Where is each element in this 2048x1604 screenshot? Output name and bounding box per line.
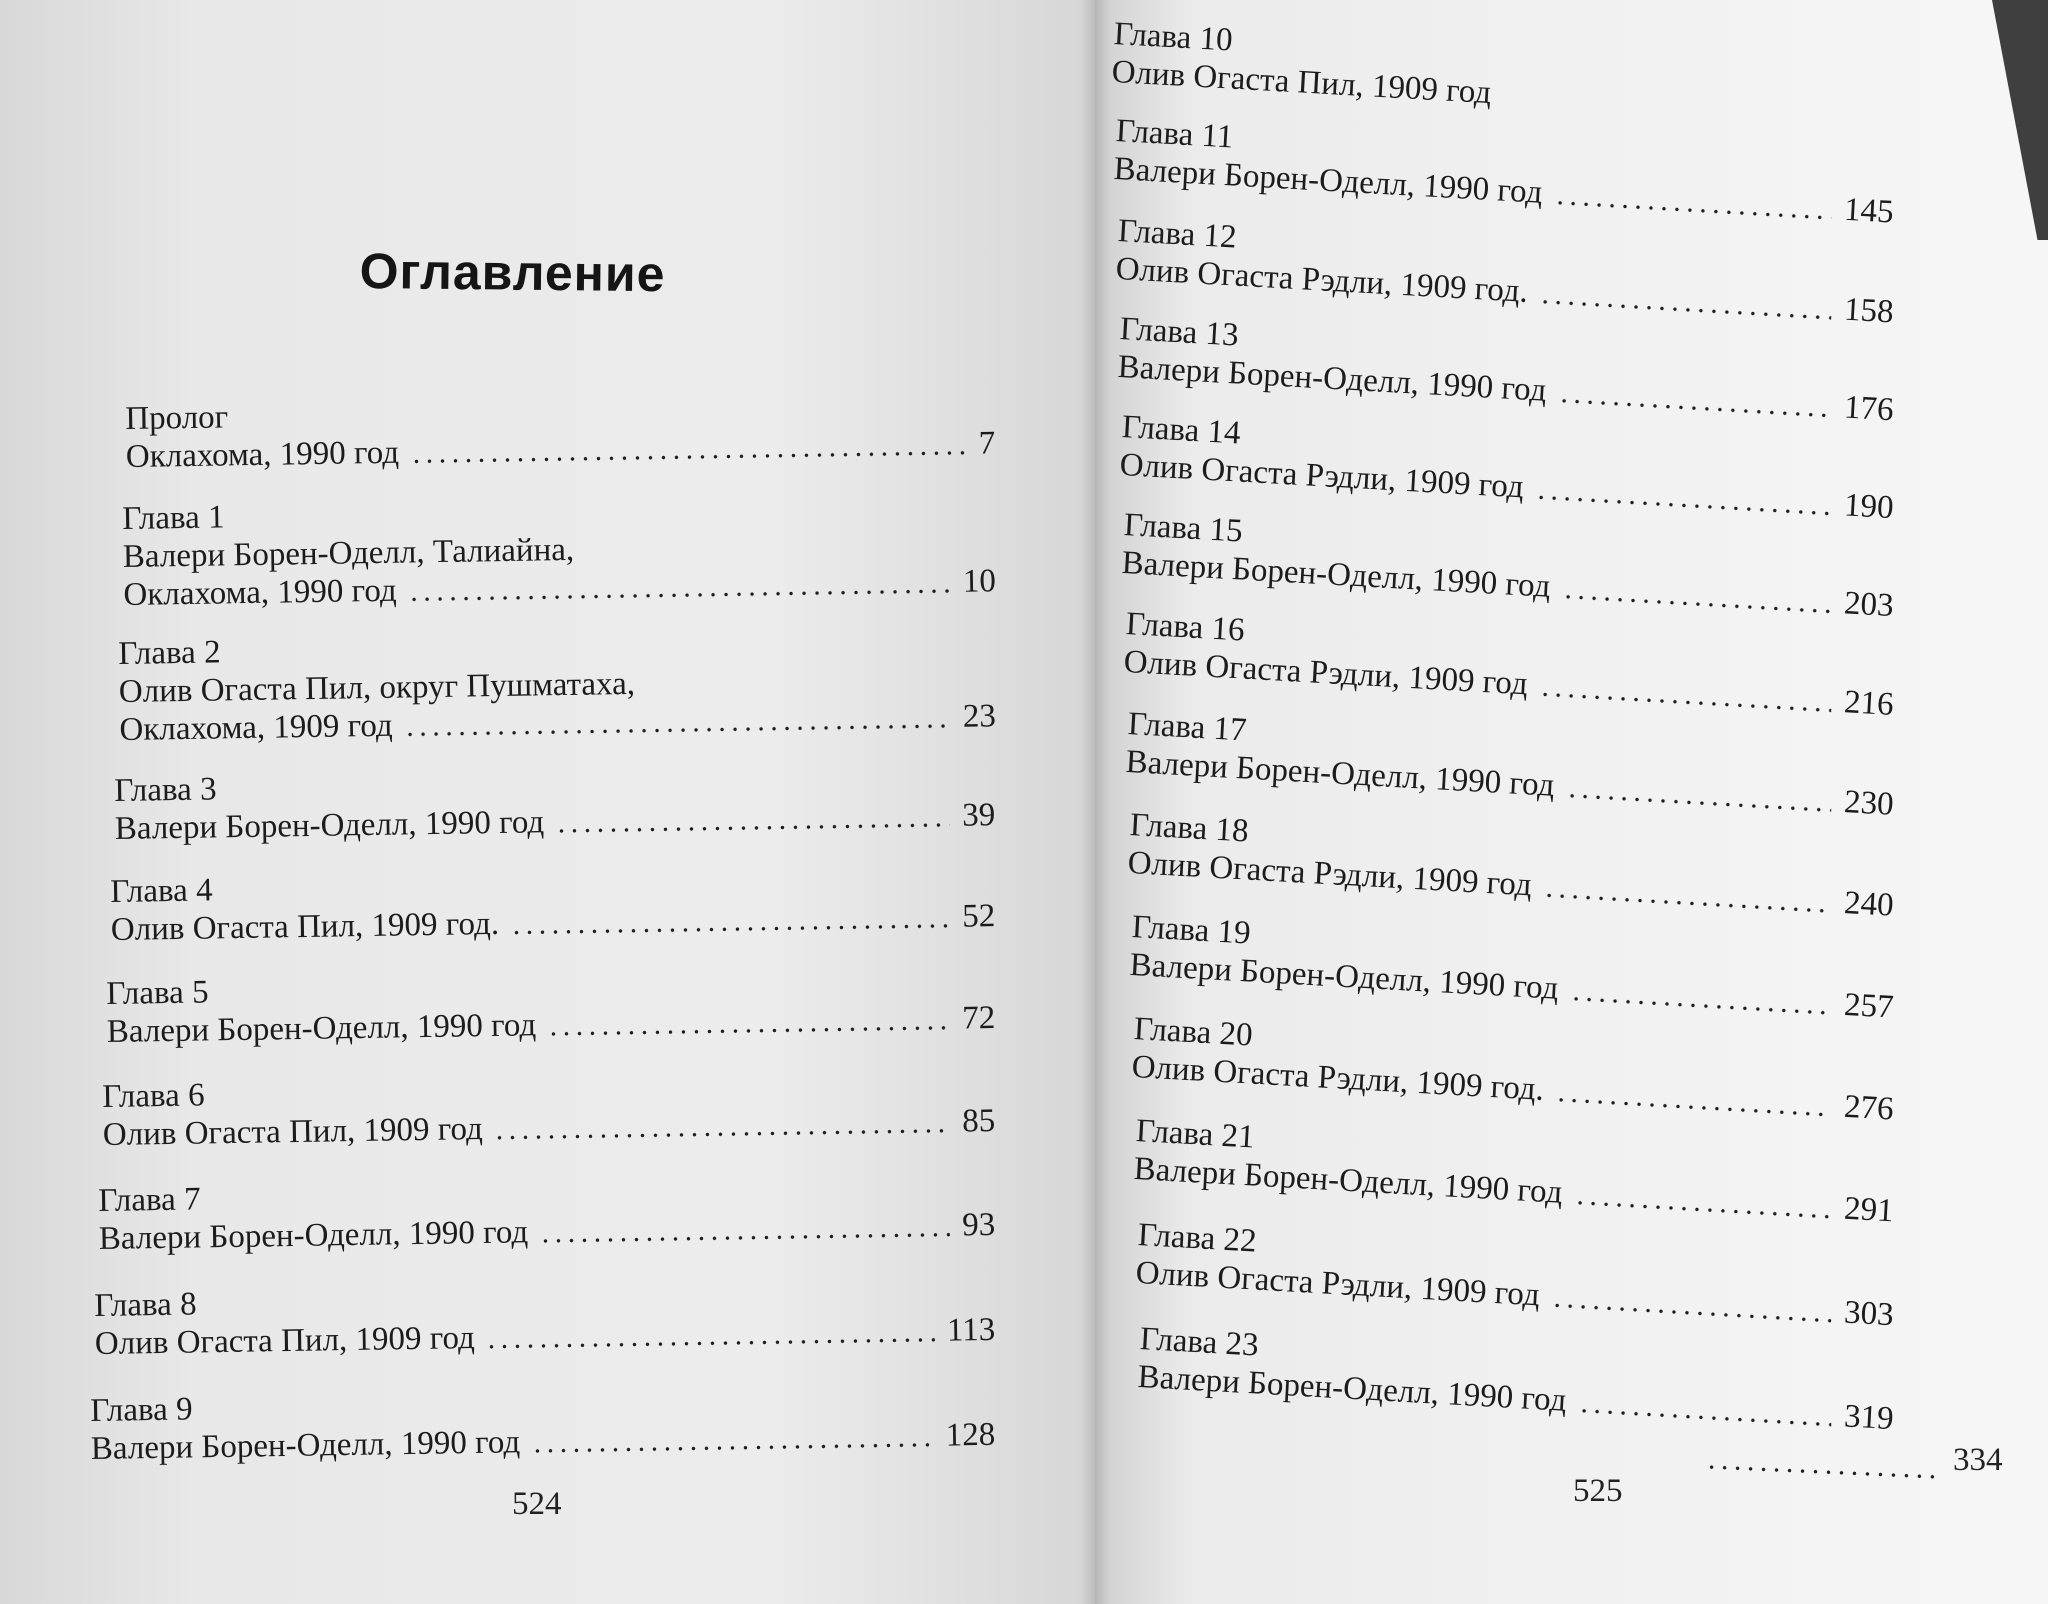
toc-entry	[110, 872, 996, 949]
leader-dots	[1539, 692, 1832, 712]
entry-title	[1118, 310, 1240, 354]
entry-page-number: 276	[1843, 1088, 1895, 1128]
background-corner	[1978, 0, 2048, 240]
entry-text: Валери Борен-Оделл, 1990 год	[98, 1214, 529, 1257]
entry-title	[1122, 506, 1244, 550]
right-page	[1095, 0, 2048, 1604]
toc-entry	[1112, 112, 1895, 231]
entry-page-number: 52	[961, 898, 996, 935]
entry-title	[1132, 1010, 1254, 1054]
entry-subtitle	[119, 698, 997, 749]
entry-text: Глава 14	[1120, 408, 1242, 452]
entry-text: Глава 9	[90, 1391, 193, 1429]
toc-entry	[94, 1286, 996, 1363]
entry-text: Олив Огаста Рэдли, 1909 год	[1122, 643, 1529, 703]
leader-dots	[1561, 595, 1832, 614]
entry-page-number: 128	[945, 1416, 996, 1454]
entry-title	[122, 499, 225, 538]
entry-text: Оклахома, 1990 год	[125, 434, 400, 475]
entry-subtitle	[1114, 250, 1895, 331]
entry-subtitle	[1116, 348, 1895, 429]
entry-text: Валери Борен-Оделл, 1990 год	[106, 1007, 537, 1050]
entry-text: Олив Огаста Рэдли, 1909 год.	[1114, 250, 1529, 310]
leader-dots	[531, 1443, 934, 1453]
leader-dots	[1543, 893, 1832, 913]
entry-text: Глава 2	[118, 634, 221, 672]
page-gutter	[1080, 0, 1110, 1604]
entry-text: Глава 4	[110, 872, 213, 910]
leader-dots	[485, 1338, 935, 1349]
leader-dots	[1557, 399, 1831, 418]
entry-title	[98, 1181, 201, 1220]
entry-page-number: 176	[1843, 389, 1895, 429]
leader-dots	[1555, 1098, 1832, 1117]
entry-page-number: 39	[961, 797, 996, 834]
entry-page-number: 240	[1843, 884, 1895, 924]
entry-text: Пролог	[125, 399, 229, 437]
toc-entry	[118, 634, 997, 749]
entry-text: Валери Борен-Оделл, 1990 год	[1120, 544, 1552, 605]
entry-text: Глава 17	[1126, 705, 1248, 749]
entry-page-number: 113	[946, 1311, 996, 1349]
entry-text: Глава 18	[1128, 806, 1250, 850]
entry-title	[1128, 806, 1250, 850]
toc-heading: Оглавление	[359, 242, 666, 303]
entry-text: Олив Огаста Пил, 1909 год	[102, 1111, 484, 1153]
toc-entry	[1132, 1112, 1895, 1230]
entry-text: Глава 10	[1112, 15, 1234, 59]
toc-entry	[1134, 1216, 1895, 1334]
entry-subtitle	[125, 425, 996, 476]
entry-subtitle	[98, 1206, 996, 1258]
entry-title	[1124, 605, 1246, 649]
entry-page-number: 7	[978, 425, 996, 462]
entry-text: Валери Борен-Оделл, 1990 год	[90, 1424, 521, 1467]
entry-page-number: 23	[962, 698, 997, 735]
entry-title	[1138, 1320, 1260, 1364]
entry-text: Глава 5	[106, 974, 209, 1012]
entry-page-number: 85	[961, 1102, 996, 1140]
toc-entry	[1136, 1320, 1895, 1438]
leader-dots	[539, 1233, 951, 1243]
leader-dots	[403, 724, 951, 737]
entry-subtitle	[123, 563, 997, 614]
entry-subtitle	[1122, 643, 1895, 723]
toc-entry	[114, 771, 996, 848]
entry-text: Глава 8	[94, 1286, 197, 1324]
entry-text: Валери Борен-Оделл, 1990 год	[1128, 946, 1560, 1007]
entry-page-number: 10	[962, 563, 997, 600]
toc-entry	[106, 974, 996, 1051]
entry-page-number: 319	[1843, 1398, 1895, 1438]
entry-subtitle	[110, 898, 996, 949]
entry-subtitle	[122, 531, 575, 576]
entry-text: Валери Борен-Оделл, 1990 год	[1136, 1358, 1568, 1419]
entry-page-number: 257	[1843, 986, 1895, 1026]
entry-page-number: 93	[961, 1206, 996, 1244]
entry-text: Олив Огаста Пил, 1909 год	[1110, 53, 1493, 112]
entry-text: Глава 21	[1134, 1112, 1256, 1156]
entry-subtitle	[118, 665, 636, 711]
entry-text: Олив Огаста Рэдли, 1909 год.	[1130, 1048, 1545, 1108]
entry-page-number: 72	[961, 1000, 996, 1037]
entry-title	[1116, 212, 1238, 256]
toc-entry	[1124, 705, 1895, 823]
entry-title	[1136, 1216, 1258, 1260]
entry-title	[1126, 705, 1248, 749]
entry-text: Олив Огаста Пил, 1909 год.	[110, 905, 500, 948]
toc-entry	[90, 1391, 996, 1468]
left-page-number: 524	[512, 1486, 562, 1522]
toc-entry	[1126, 806, 1895, 924]
entry-page-number: 230	[1843, 784, 1895, 823]
entry-title	[1120, 408, 1242, 452]
entry-text: Глава 16	[1124, 605, 1246, 649]
entry-title	[94, 1286, 197, 1325]
toc-entry	[122, 499, 997, 614]
entry-text: Глава 22	[1136, 1216, 1258, 1260]
entry-text: Валери Борен-Оделл, Талиайна,	[122, 531, 575, 575]
entry-subtitle	[1136, 1358, 1895, 1438]
leader-dots	[410, 451, 967, 464]
leader-dots	[493, 1129, 950, 1140]
entry-subtitle	[1130, 1048, 1895, 1128]
entry-text: Олив Огаста Рэдли, 1909 год	[1118, 446, 1525, 506]
entry-text: Валери Борен-Оделл, 1990 год	[1112, 150, 1544, 211]
entry-subtitle	[90, 1416, 996, 1468]
leader-dots	[510, 924, 951, 935]
entry-text: Олив Огаста Рэдли, 1909 год	[1126, 844, 1533, 904]
toc-entry	[98, 1181, 996, 1258]
leader-dots	[1551, 1303, 1832, 1323]
entry-subtitle	[106, 1000, 996, 1051]
entry-subtitle	[1134, 1254, 1895, 1334]
leader-dots	[1577, 1409, 1832, 1427]
leader-dots	[547, 1026, 951, 1036]
leader-dots	[1535, 495, 1832, 516]
entry-subtitle	[1120, 544, 1895, 625]
entry-subtitle	[1124, 743, 1895, 823]
entry-page-number: 145	[1843, 191, 1895, 231]
entry-page-number: 303	[1843, 1294, 1895, 1334]
entry-title	[106, 974, 209, 1013]
entry-title	[125, 399, 229, 438]
toc-entry	[1130, 1010, 1895, 1128]
entry-text: Олив Огаста Пил, округ Пушматаха,	[118, 665, 636, 710]
entry-text: Валери Борен-Оделл, 1990 год	[1116, 348, 1548, 409]
entry-title	[1130, 908, 1252, 952]
entry-page-number: 216	[1843, 684, 1895, 723]
entry-text: Глава 6	[102, 1077, 205, 1115]
leader-dots	[1569, 997, 1832, 1016]
entry-text: Глава 12	[1116, 212, 1238, 256]
entry-text: Валери Борен-Оделл, 1990 год	[1132, 1150, 1564, 1211]
entry-title	[118, 634, 221, 673]
entry-page-number: 334	[1953, 1442, 2003, 1478]
entry-subtitle	[94, 1311, 996, 1363]
leader-dots	[1553, 201, 1831, 221]
entry-text: Олив Огаста Рэдли, 1909 год	[1134, 1254, 1541, 1314]
entry-text: Валери Борен-Оделл, 1990 год	[114, 804, 545, 847]
toc-entry	[1128, 908, 1895, 1026]
toc-entry	[125, 399, 996, 476]
leader-dots	[1573, 1201, 1832, 1219]
entry-text: Оклахома, 1909 год	[119, 707, 393, 748]
toc-entry	[102, 1077, 996, 1154]
entry-page-number: 203	[1843, 585, 1895, 625]
leader-dots	[1565, 794, 1832, 813]
entry-text: Валери Борен-Оделл, 1990 год	[1124, 743, 1556, 804]
entry-text: Оклахома, 1990 год	[123, 572, 397, 613]
entry-text: Глава 1	[122, 499, 225, 537]
entry-page-number: 190	[1843, 487, 1895, 527]
entry-title	[1112, 15, 1234, 59]
entry-page-number: 158	[1843, 291, 1895, 331]
entry-subtitle	[1112, 150, 1895, 231]
entry-subtitle	[1126, 844, 1895, 924]
entry-text: Олив Огаста Пил, 1909 год	[94, 1320, 476, 1362]
leader-dots	[407, 589, 951, 602]
entry-subtitle	[1132, 1150, 1895, 1230]
entry-page-number: 291	[1843, 1190, 1895, 1230]
entry-text: Глава 13	[1118, 310, 1240, 354]
entry-subtitle	[102, 1102, 996, 1154]
leader-dots	[1539, 300, 1832, 320]
entry-subtitle	[1110, 53, 1493, 112]
entry-text: Глава 15	[1122, 506, 1244, 550]
entry-text: Глава 3	[114, 771, 217, 809]
entry-subtitle	[114, 797, 996, 848]
leader-dots	[1705, 1465, 1940, 1479]
entry-text: Глава 11	[1114, 112, 1235, 156]
right-page-number: 525	[1573, 1473, 1623, 1509]
entry-title	[1134, 1112, 1256, 1156]
toc-entry	[1110, 15, 1493, 112]
leader-dots	[555, 823, 951, 833]
entry-text: Глава 19	[1130, 908, 1252, 952]
entry-text: Глава 23	[1138, 1320, 1260, 1364]
entry-subtitle	[1128, 946, 1895, 1026]
entry-title	[110, 872, 213, 911]
entry-text: Глава 7	[98, 1181, 201, 1219]
entry-subtitle	[1118, 446, 1895, 527]
entry-text: Глава 20	[1132, 1010, 1254, 1054]
toc-entry	[1114, 212, 1895, 331]
entry-title	[1114, 112, 1235, 156]
entry-title	[90, 1391, 193, 1430]
entry-title	[114, 771, 217, 810]
entry-title	[102, 1077, 205, 1116]
